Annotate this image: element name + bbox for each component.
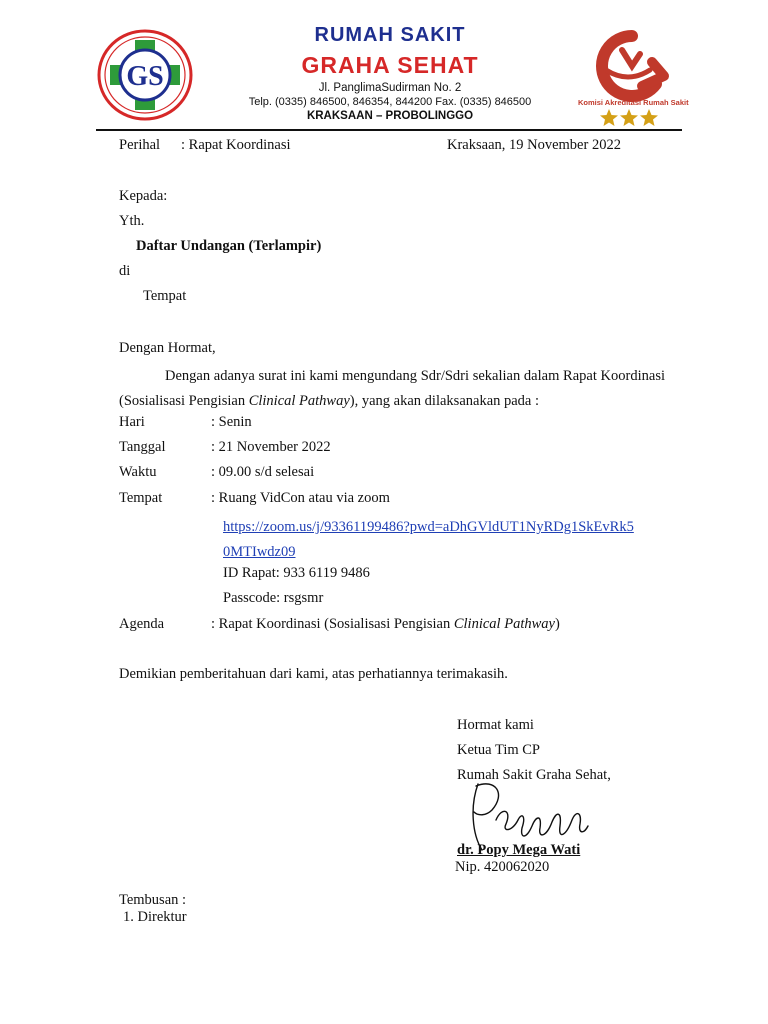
hari-label: Hari <box>119 414 145 430</box>
hospital-phone: Telp. (0335) 846500, 846354, 844200 Fax. (0335) 846500 <box>248 96 532 108</box>
waktu-value: : 09.00 s/d selesai <box>211 464 315 480</box>
tempat-label: Tempat <box>143 288 187 304</box>
agenda-italic: Clinical Pathway <box>453 616 555 632</box>
zoom-link-line1[interactable]: https://zoom.us/j/93361199486?pwd=aDhGVldUT1NyRDg1SkEvRk5 <box>223 519 634 535</box>
agenda-label: Agenda <box>119 616 165 632</box>
recipient-name: Daftar Undangan (Terlampir) <box>136 238 322 254</box>
agenda-text-1: : Rapat Koordinasi (Sosialisasi Pengisian <box>211 616 454 632</box>
agenda-value <box>211 616 560 633</box>
header-divider <box>96 129 682 131</box>
waktu-label: Waktu <box>119 464 157 480</box>
hari-value: : Senin <box>211 414 252 430</box>
logo-monogram: GS <box>126 61 164 92</box>
signer-nip: Nip. 420062020 <box>455 859 550 875</box>
body-intro <box>119 364 665 414</box>
cc-item-1: 1. Direktur <box>123 909 187 925</box>
signer-name: dr. Popy Mega Wati <box>457 842 581 858</box>
hospital-logo-left <box>96 28 194 122</box>
closing-text: Demikian pemberitahuan dari kami, atas perhatiannya terimakasih. <box>119 666 508 682</box>
zoom-link-line2[interactable]: 0MTIwdz09 <box>223 544 296 560</box>
venue-label: Tempat <box>119 490 163 506</box>
body-intro-text-2: ), yang akan dilaksanakan pada : <box>349 393 540 409</box>
perihal-value: : Rapat Koordinasi <box>181 137 291 153</box>
accreditation-stars-icon <box>600 108 658 128</box>
signature-position: Ketua Tim CP <box>457 742 540 758</box>
meeting-passcode: Passcode: rsgsmr <box>223 590 324 606</box>
kepada-label: Kepada: <box>119 188 168 204</box>
venue-value: : Ruang VidCon atau via zoom <box>211 490 390 506</box>
tanggal-value: : 21 November 2022 <box>211 439 331 455</box>
cc-label: Tembusan : <box>119 892 187 908</box>
di-label: di <box>119 263 131 279</box>
perihal-label: Perihal <box>119 137 161 153</box>
hospital-city: KRAKSAAN – PROBOLINGGO <box>306 110 474 122</box>
body-intro-text-1: Dengan adanya surat ini kami mengundang Sdr/Sdri sekalian dalam Rapat Koordinasi (Sosialisasi Pengisian <box>119 368 665 409</box>
zoom-link[interactable] <box>223 515 634 565</box>
hospital-address: Jl. PanglimaSudirman No. 2 <box>318 82 462 94</box>
hospital-name-line1: RUMAH SAKIT <box>314 24 466 46</box>
agenda-text-2: ) <box>554 616 560 632</box>
tanggal-label: Tanggal <box>119 439 166 455</box>
signature-greeting: Hormat kami <box>457 717 534 733</box>
body-intro-italic: Clinical Pathway <box>248 393 350 409</box>
meeting-id: ID Rapat: 933 6119 9486 <box>223 565 370 581</box>
accreditation-caption: Komisi Akreditasi Rumah Sakit <box>578 98 689 107</box>
salutation: Dengan Hormat, <box>119 340 216 356</box>
hospital-name-line2: GRAHA SEHAT <box>301 52 479 78</box>
signature-institution: Rumah Sakit Graha Sehat, <box>457 767 611 783</box>
letter-date: Kraksaan, 19 November 2022 <box>447 137 621 153</box>
yth-label: Yth. <box>119 213 145 229</box>
